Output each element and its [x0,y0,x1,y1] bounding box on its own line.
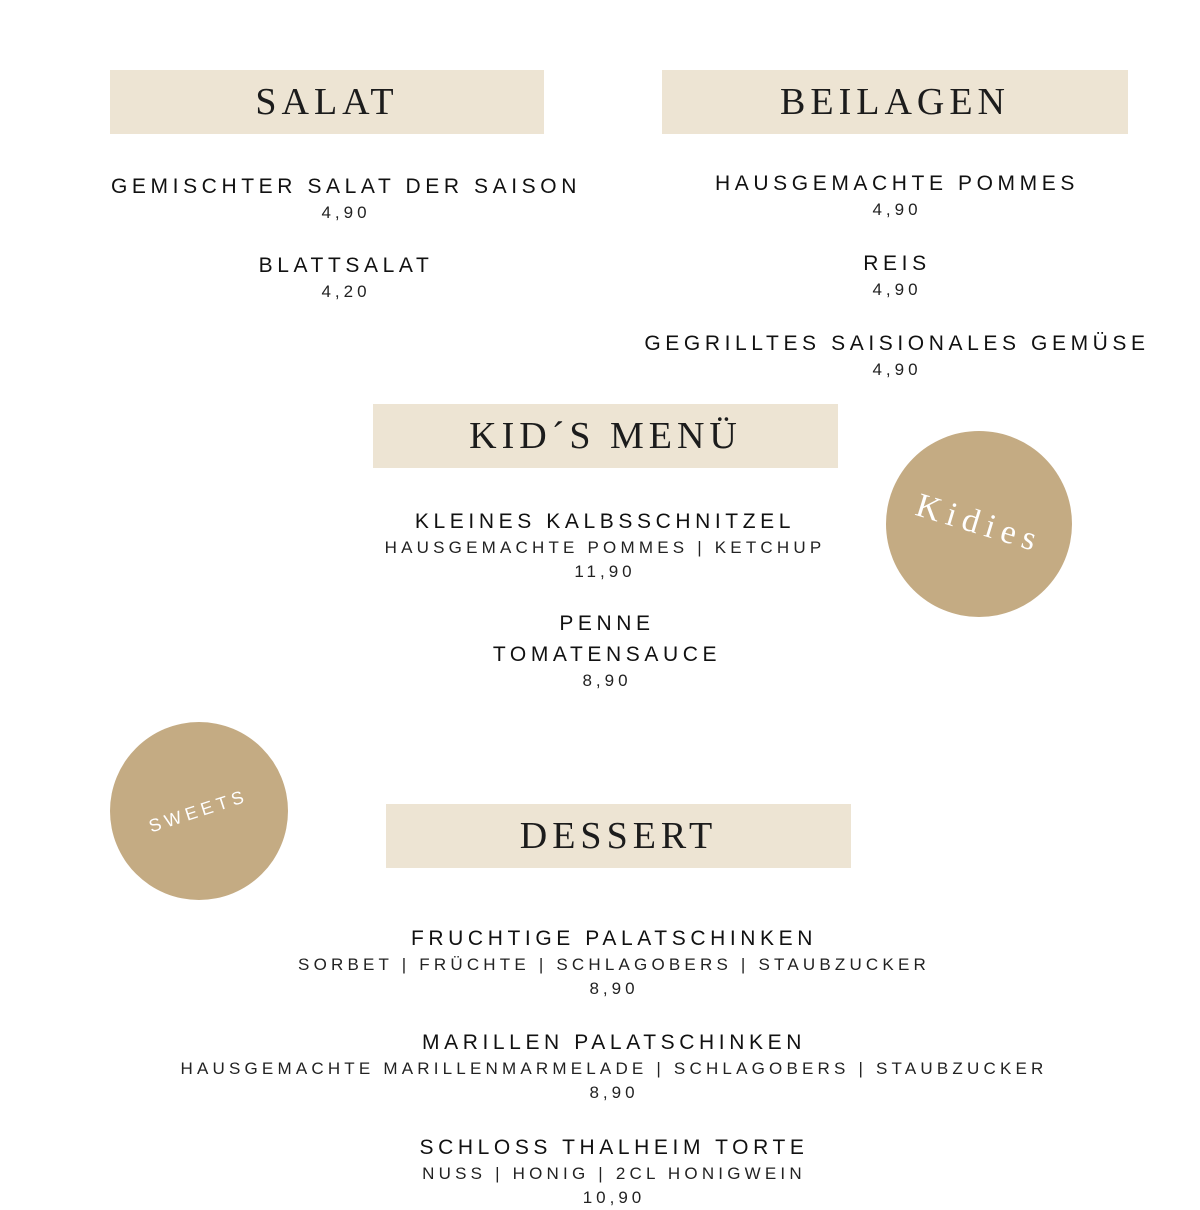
section-title-kids-menu: KID´S MENÜ [373,404,838,468]
item-name: GEMISCHTER SALAT DER SAISON [111,175,581,198]
menu-item [180,1029,1047,1105]
sweets-badge-label: SWEETS [146,785,251,836]
item-name: SCHLOSS THALHEIM TORTE [419,1136,809,1159]
item-description: NUSS | HONIG | 2CL HONIGWEIN [422,1164,806,1183]
item-name: GEGRILLTES SAISIONALES GEMÜSE [644,332,1150,355]
item-price: 8,90 [589,1083,639,1102]
menu-item [298,925,930,1001]
item-name: FRUCHTIGE PALATSCHINKEN [410,927,818,950]
section-title-salat: SALAT [110,70,544,134]
item-name: BLATTSALAT [258,254,434,277]
item-price: 11,90 [574,562,636,581]
item-price: 4,20 [321,282,371,301]
menu-item [644,330,1149,382]
item-price: 4,90 [872,360,922,379]
item-price: 10,90 [582,1188,646,1207]
item-name-line-2: TOMATENSAUCE [492,643,722,666]
item-name: REIS [863,252,931,275]
menu-item [259,252,434,304]
item-price: 4,90 [321,203,371,222]
item-description: HAUSGEMACHTE MARILLENMARMELADE | SCHLAGOBERS | STAUBZUCKER [180,1059,1048,1078]
menu-item [419,1134,808,1210]
item-price: 8,90 [589,979,639,998]
item-price: 4,90 [872,280,922,299]
item-name: KLEINES KALBSSCHNITZEL [414,510,796,533]
kidies-badge-label: Kidies [911,486,1048,561]
menu-item [715,170,1079,222]
item-description: SORBET | FRÜCHTE | SCHLAGOBERS | STAUBZUCKER [298,955,930,974]
menu-item [863,250,930,302]
item-name: MARILLEN PALATSCHINKEN [421,1031,806,1054]
item-name: HAUSGEMACHTE POMMES [715,172,1079,195]
section-title-beilagen: BEILAGEN [662,70,1128,134]
section-title-dessert: DESSERT [386,804,851,868]
sweets-badge [110,722,288,900]
item-description: HAUSGEMACHTE POMMES | KETCHUP [384,538,826,557]
menu-item [493,610,721,693]
item-name: PENNE [559,612,655,635]
item-price: 4,90 [872,200,922,219]
kidies-badge [886,431,1072,617]
menu-item [385,508,826,584]
menu-item [111,173,581,225]
item-price: 8,90 [582,671,632,690]
